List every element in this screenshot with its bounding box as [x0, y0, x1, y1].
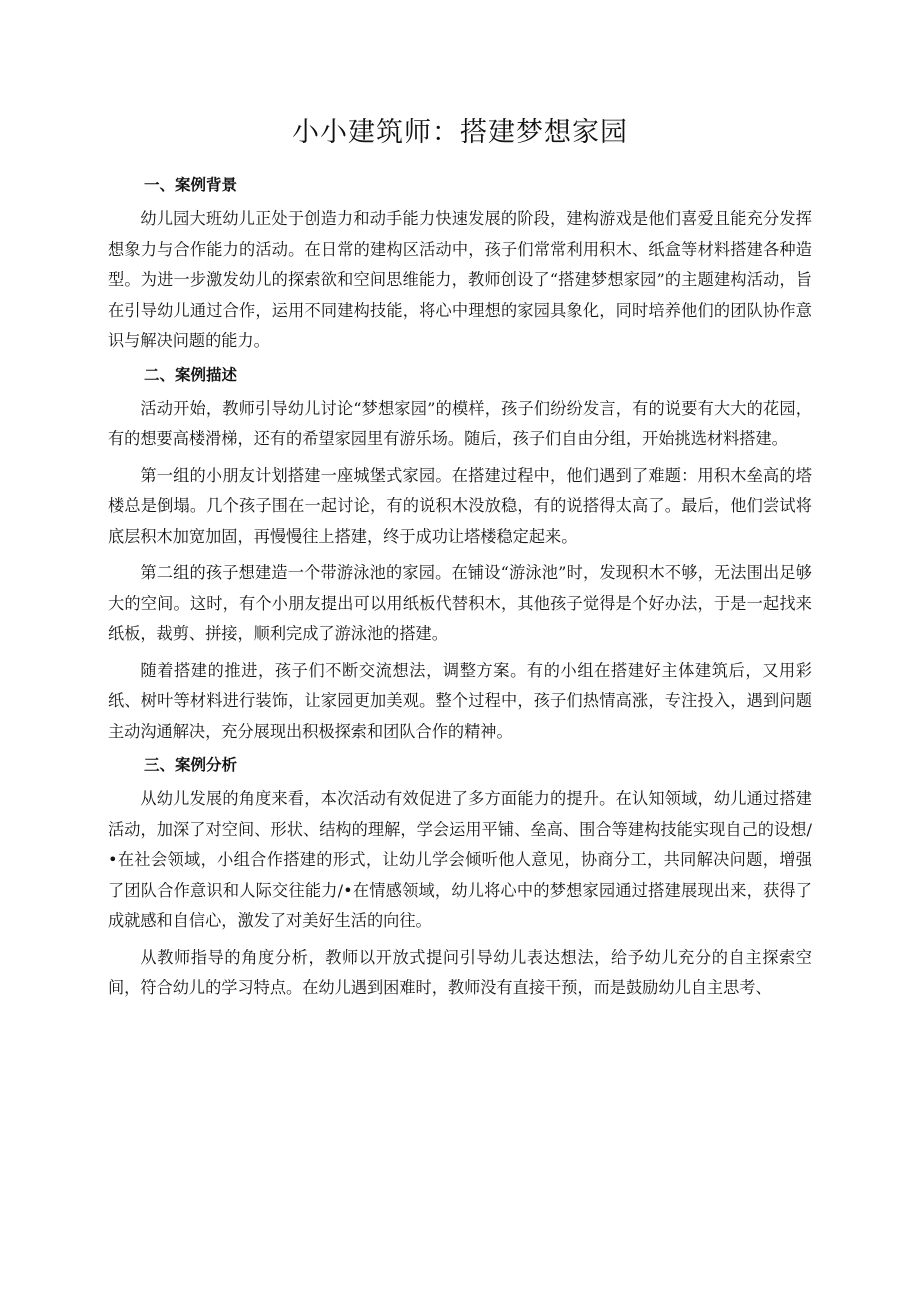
section-heading: 一、案例背景 — [144, 176, 238, 194]
section-analysis — [108, 753, 812, 1004]
paragraph: 从教师指导的角度分析，教师以开放式提问引导幼儿表达想法，给予幼儿充分的自主探索空间，符合幼儿的学习特点。在幼儿遇到困难时，教师没有直接干预，而是鼓励幼儿自主思考、 — [108, 947, 812, 997]
paragraph: 第一组的小朋友计划搭建一座城堡式家园。在搭建过程中，他们遇到了难题：用积木垒高的塔楼总是倒塌。几个孩子围在一起讨论，有的说积木没放稳，有的说搭得太高了。最后，他们尝试将底层积木加宽加固，再慢慢往上搭建，终于成功让塔楼稳定起来。 — [108, 465, 812, 546]
section-background — [108, 173, 812, 357]
document-body — [108, 170, 812, 1010]
paragraph: 第二组的孩子想建造一个带游泳池的家园。在铺设“游泳池”时，发现积木不够，无法围出足够大的空间。这时，有个小朋友提出可以用纸板代替积木，其他孩子觉得是个好办法，于是一起找来纸板，裁剪、拼接，顺利完成了游泳池的搭建。 — [108, 563, 812, 643]
section-description — [108, 363, 812, 748]
paragraph: 从幼儿发展的角度来看，本次活动有效促进了多方面能力的提升。在认知领域，幼儿通过搭建活动，加深了对空间、形状、结构的理解，学会运用平铺、垒高、围合等建构技能实现自己的设想/•在社会领域，小组合作搭建的形式，让幼儿学会倾听他人意见，协商分工，共同解决问题，增强了团队合作意识和人际交往能力/•在情感领域，幼儿将心中的梦想家园通过搭建展现出来，获得了成就感和自信心，激发了对美好生活的向往。 — [108, 789, 812, 930]
section-heading: 二、案例描述 — [144, 365, 238, 384]
paragraph: 随着搭建的推进，孩子们不断交流想法，调整方案。有的小组在搭建好主体建筑后，又用彩纸、树叶等材料进行装饰，让家园更加美观。整个过程中，孩子们热情高涨，专注投入，遇到问题主动沟通解决，充分展现出积极探索和团队合作的精神。 — [108, 660, 812, 741]
document-title: 小小建筑师：搭建梦想家园 — [292, 117, 628, 148]
section-heading: 三、案例分析 — [144, 756, 238, 774]
paragraph: 幼儿园大班幼儿正处于创造力和动手能力快速发展的阶段，建构游戏是他们喜爱且能充分发挥想象力与合作能力的活动。在日常的建构区活动中，孩子们常常利用积木、纸盒等材料搭建各种造型。为进一步激发幼儿的探索欲和空间思维能力，教师创设了“搭建梦想家园”的主题建构活动，旨在引导幼儿通过合作，运用不同建构技能，将心中理想的家园具象化，同时培养他们的团队协作意识与解决问题的能力。 — [108, 209, 812, 350]
paragraph: 活动开始，教师引导幼儿讨论“梦想家园”的模样，孩子们纷纷发言，有的说要有大大的花园，有的想要高楼滑梯，还有的希望家园里有游乐场。随后，孩子们自由分组，开始挑选材料搭建。 — [108, 398, 812, 448]
